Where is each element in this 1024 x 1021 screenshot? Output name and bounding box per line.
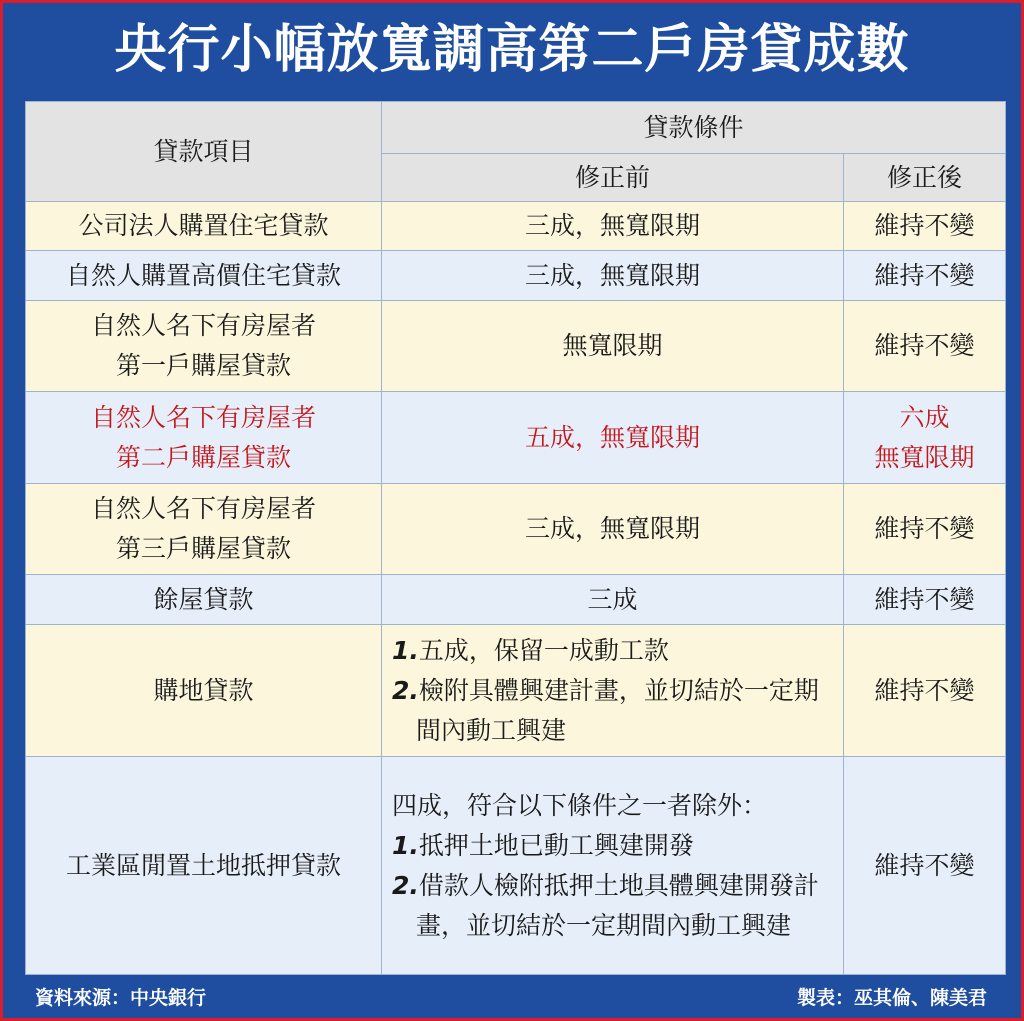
- before-cell: [382, 757, 844, 975]
- before-text: 三成，無寬限期: [524, 260, 700, 290]
- loan-item-cell: [26, 625, 382, 757]
- loan-item-line: 自然人名下有房屋者: [90, 402, 316, 432]
- maker-credit: 製表：巫其倫、陳美君: [796, 987, 987, 1009]
- loan-item-text: 購地貸款: [153, 675, 254, 705]
- after-text: 維持不變: [874, 211, 975, 240]
- condition-item: [392, 826, 835, 866]
- after-line: 六成: [899, 402, 950, 432]
- condition-text: 抵押土地已動工興建開發: [418, 830, 694, 860]
- header-after: 修正後: [844, 154, 1006, 202]
- loan-item-cell: [26, 251, 382, 301]
- table-row: [26, 202, 1006, 251]
- page-title: 央行小幅放寬調高第二戶房貸成數: [114, 20, 910, 80]
- after-text: 維持不變: [874, 584, 975, 614]
- before-cell: [382, 575, 844, 625]
- loan-item-line: 自然人名下有房屋者: [90, 494, 316, 523]
- condition-number: 2.: [392, 870, 419, 900]
- before-cell: [382, 625, 844, 757]
- before-text: 五成，無寬限期: [524, 422, 700, 452]
- condition-text: 五成，保留一成動工款: [418, 635, 669, 665]
- before-cell: [382, 202, 844, 251]
- table-row-highlighted: [26, 392, 1006, 484]
- after-cell: [844, 202, 1006, 251]
- after-text: 維持不變: [874, 260, 975, 290]
- after-text: 維持不變: [874, 850, 975, 880]
- source-credit: 資料來源：中央銀行: [35, 987, 207, 1009]
- loan-item-line: 第三戶購屋貸款: [115, 534, 291, 563]
- loan-item-text: 自然人購置高價住宅貸款: [65, 260, 341, 290]
- condition-text: 檢附具體興建計畫，並切結於一定期間內動工興建: [416, 675, 819, 745]
- table-row: [26, 575, 1006, 625]
- footer: [3, 975, 1021, 1021]
- header-before: 修正前: [382, 154, 844, 202]
- condition-number: 1.: [392, 635, 419, 665]
- after-cell: [844, 251, 1006, 301]
- after-cell: [844, 392, 1006, 484]
- condition-item: [392, 866, 835, 946]
- table-row: [26, 251, 1006, 301]
- condition-number: 1.: [392, 830, 419, 860]
- condition-intro: 四成，符合以下條件之一者除外：: [392, 790, 768, 820]
- after-text: 維持不變: [874, 514, 975, 543]
- loan-item-cell: [26, 202, 382, 251]
- after-line: 無寬限期: [874, 442, 975, 472]
- before-cell: [382, 301, 844, 392]
- table-row: [26, 757, 1006, 975]
- table-row: [26, 484, 1006, 575]
- condition-item: [392, 671, 835, 751]
- after-cell: [844, 625, 1006, 757]
- loan-item-line: 第二戶購屋貸款: [115, 442, 291, 472]
- loan-item-text: 公司法人購置住宅貸款: [78, 211, 329, 240]
- after-cell: [844, 301, 1006, 392]
- before-text: 三成，無寬限期: [524, 514, 700, 543]
- after-cell: [844, 757, 1006, 975]
- table-row: [26, 301, 1006, 392]
- loan-item-cell: [26, 392, 382, 484]
- after-text: 維持不變: [874, 675, 975, 705]
- loan-item-line: 第一戶購屋貸款: [115, 351, 291, 380]
- loan-item-line: 自然人名下有房屋者: [90, 311, 316, 340]
- before-cell: [382, 392, 844, 484]
- before-text: 三成，無寬限期: [524, 211, 700, 240]
- condition-item: [392, 631, 835, 671]
- loan-item-cell: [26, 575, 382, 625]
- loan-item-text: 餘屋貸款: [153, 584, 254, 614]
- header-loan-item: 貸款項目: [26, 102, 382, 202]
- loan-item-cell: [26, 757, 382, 975]
- condition-number: 2.: [392, 675, 419, 705]
- loan-item-text: 工業區閒置土地抵押貸款: [65, 850, 341, 880]
- loan-item-cell: [26, 484, 382, 575]
- loan-conditions-table: [25, 101, 1006, 975]
- header-loan-conditions: 貸款條件: [382, 102, 1006, 154]
- condition-text: 借款人檢附抵押土地具體興建開發計畫，並切結於一定期間內動工興建: [416, 870, 819, 940]
- after-cell: [844, 484, 1006, 575]
- before-cell: [382, 251, 844, 301]
- table-row: [26, 625, 1006, 757]
- after-text: 維持不變: [874, 331, 975, 360]
- before-cell: [382, 484, 844, 575]
- before-text: 無寬限期: [562, 331, 663, 360]
- after-cell: [844, 575, 1006, 625]
- before-text: 三成: [587, 584, 638, 614]
- loan-item-cell: [26, 301, 382, 392]
